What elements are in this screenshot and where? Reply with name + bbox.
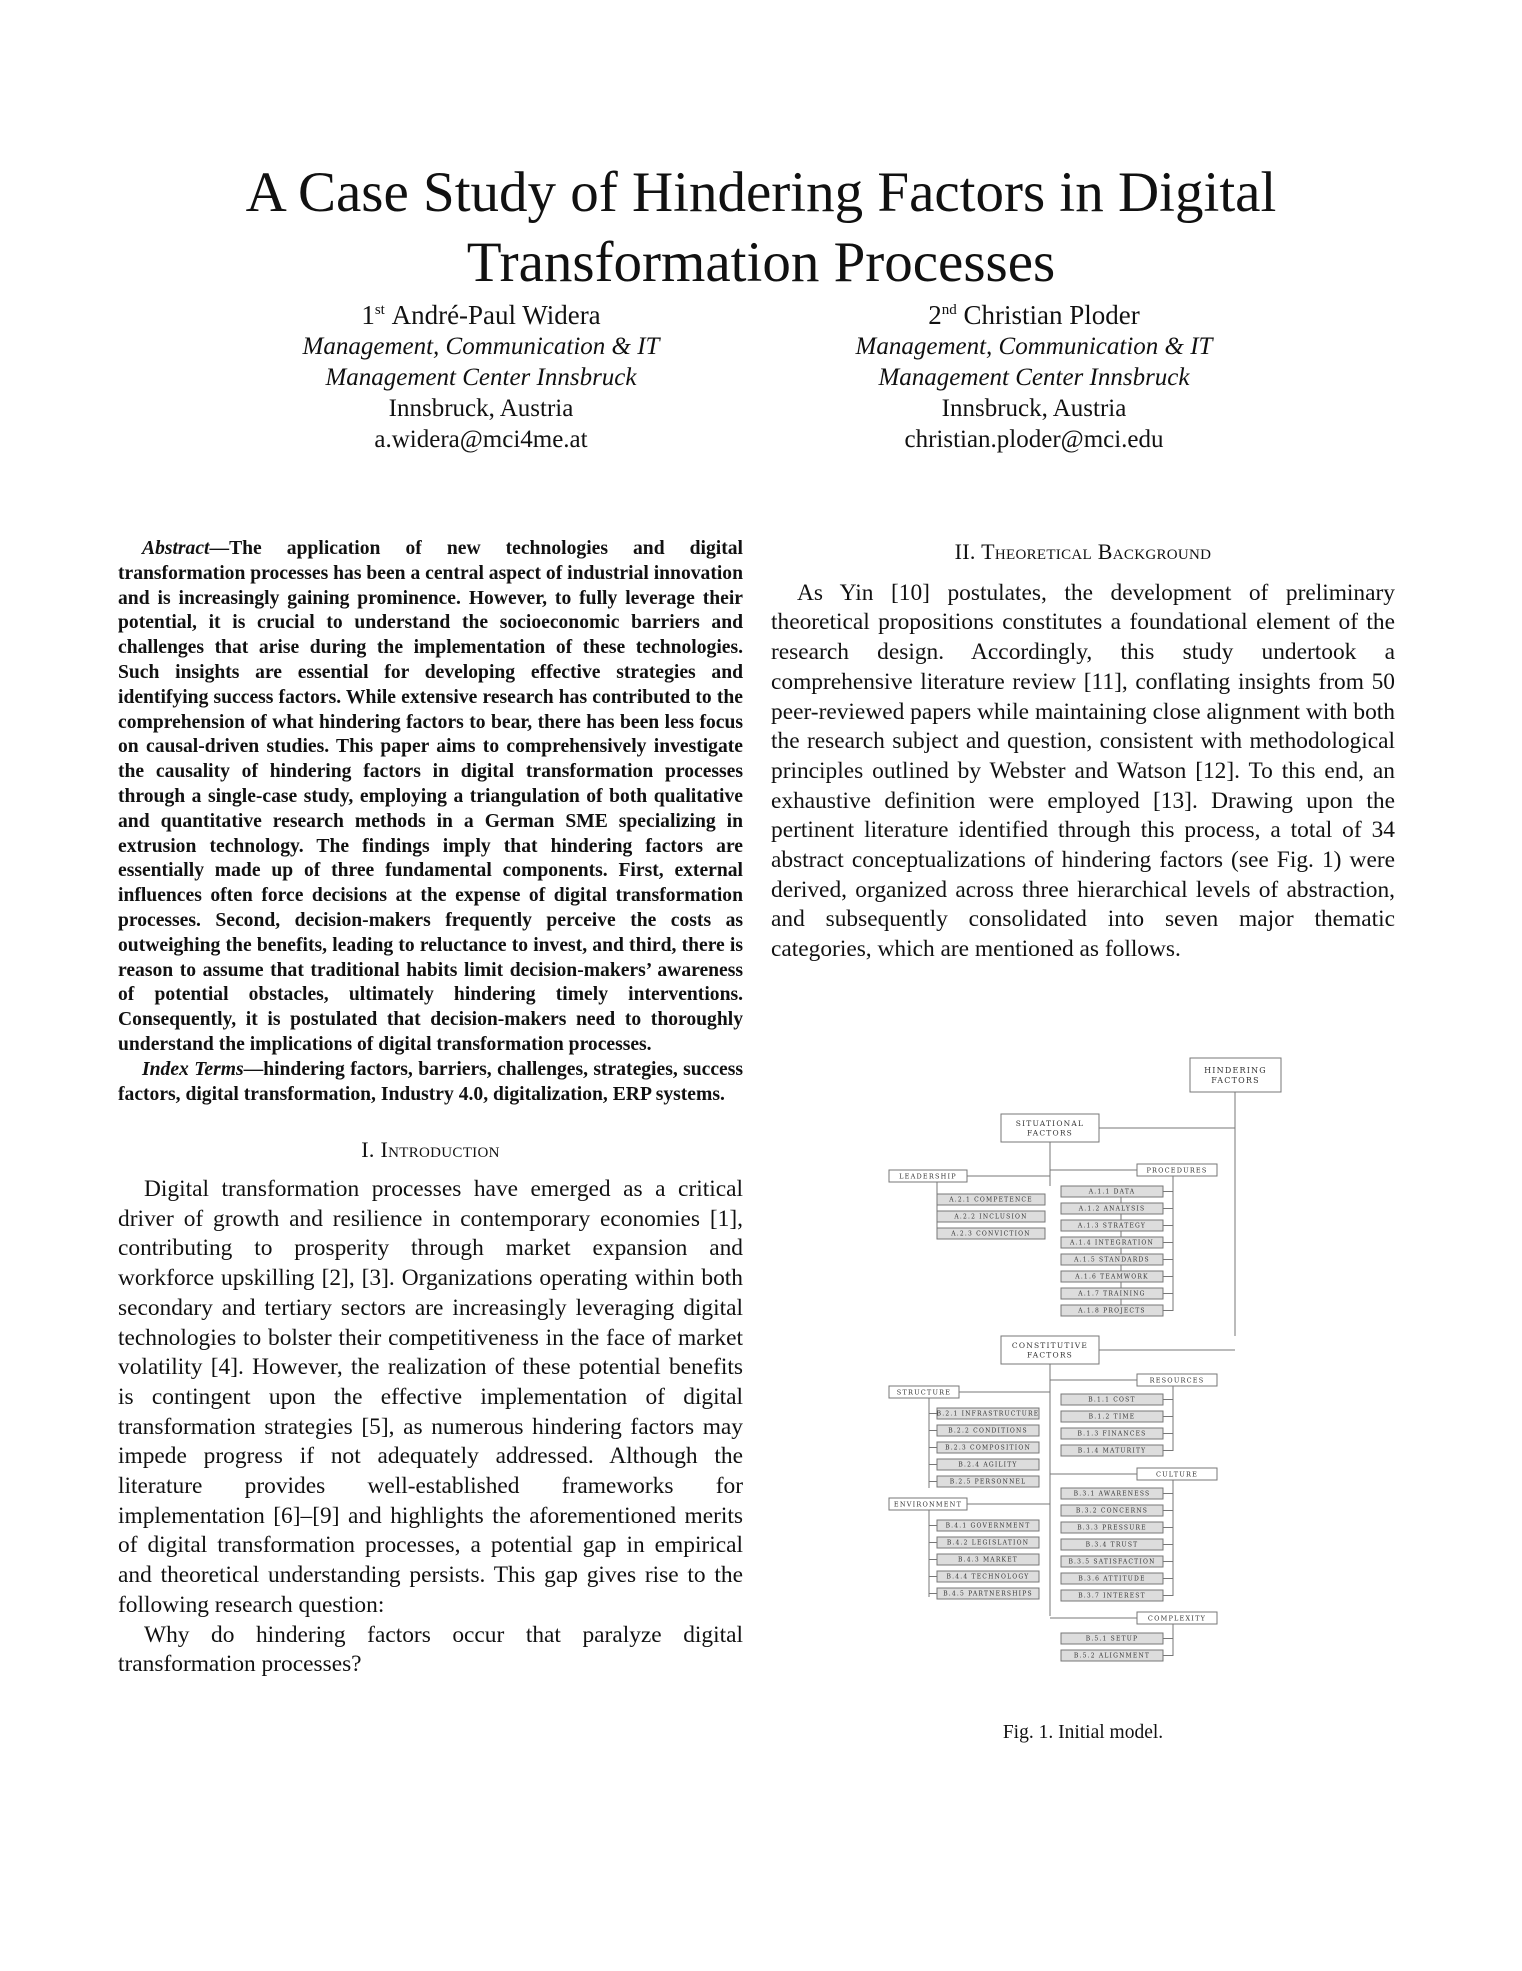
left-column — [118, 537, 743, 1680]
index-terms — [118, 1058, 743, 1108]
author-ordinal: 2 — [928, 300, 942, 330]
situational-factors-node-label: SITUATIONAL — [1015, 1118, 1085, 1128]
category-environment-label: ENVIRONMENT — [893, 1500, 963, 1509]
leaf-environment-label: B.4.3 MARKET — [957, 1556, 1019, 1564]
leaf-culture-label: B.3.1 AWARENESS — [1073, 1490, 1151, 1498]
author-city: Innsbruck, Austria — [941, 395, 1127, 422]
author-name-text: Christian Ploder — [963, 300, 1140, 330]
constitutive-factors-node-label: FACTORS — [1026, 1350, 1074, 1360]
abstract-text: —The application of new technologies and digital transformation processes has been a central aspect of industrial innovation and is increasingly gaining prominence. However, to fully leverage their potential, it is crucial to understand the socioeconomic barriers and challenges that arise during the implementation of these technologies. Such insights are essential for developing effective strategies and identifying success factors. While extensive research has contributed to the comprehension of what hindering factors to bear, there has been less focus on causal-driven studies. This paper aims to comprehensively investigate the causality of hindering factors in digital transformation processes through a single-case study, employing a triangulation of both qualitative and quantitative research methods in a German SME specializing in extrusion technology. The findings imply that hindering factors are essentially made up of three fundamental components. First, external influences often force decisions at the expense of digital transformation processes. Second, decision-makers frequently perceive the costs as outweighing the benefits, leading to reluctance to invest, and third, there is reason to assume that traditional habits limit decision-makers’ awareness of potential obstacles, ultimately hindering timely interventions. Consequently, it is postulated that decision-makers need to thoroughly understand the implications of digital transformation processes. — [118, 538, 744, 1055]
leaf-environment-label: B.4.1 GOVERNMENT — [945, 1522, 1031, 1530]
author-name — [221, 295, 741, 331]
leaf-culture-label: B.3.6 ATTITUDE — [1078, 1575, 1146, 1583]
leaf-procedures-label: A.1.7 TRAINING — [1078, 1290, 1146, 1298]
leaf-leadership-label: A.2.2 INCLUSION — [954, 1213, 1028, 1221]
index-terms-text: —hindering factors, barriers, challenges, strategies, success factors, digital transformation, Industry 4.0, digitalization, ERP systems. — [118, 1058, 743, 1105]
author-block-2 — [774, 295, 1294, 455]
leaf-culture-label: B.3.2 CONCERNS — [1075, 1507, 1149, 1515]
leaf-culture-label: B.3.7 INTEREST — [1078, 1592, 1146, 1600]
leaf-environment-label: B.4.4 TECHNOLOGY — [946, 1573, 1030, 1581]
category-procedures-label: PROCEDURES — [1146, 1166, 1208, 1175]
category-culture-label: CULTURE — [1155, 1470, 1199, 1479]
paper-title: A Case Study of Hindering Factors in Digital Transformation Processes — [245, 161, 1277, 295]
leaf-procedures-label: A.1.5 STANDARDS — [1074, 1256, 1150, 1264]
leaf-structure-label: B.2.5 PERSONNEL — [949, 1478, 1027, 1486]
right-column — [771, 537, 1395, 965]
leaf-structure-label: B.2.1 INFRASTRUCTURE — [936, 1410, 1040, 1418]
leaf-complexity-label: B.5.1 SETUP — [1085, 1635, 1139, 1643]
author-name-text: André-Paul Widera — [391, 300, 601, 330]
leaf-leadership-label: A.2.3 CONVICTION — [951, 1230, 1031, 1238]
leaf-structure-label: B.2.3 COMPOSITION — [945, 1444, 1031, 1452]
leaf-complexity-label: B.5.2 ALIGNMENT — [1073, 1652, 1151, 1660]
situational-factors-node-label: FACTORS — [1026, 1128, 1074, 1138]
category-structure-label: STRUCTURE — [896, 1388, 952, 1397]
leaf-procedures-label: A.1.6 TEAMWORK — [1075, 1273, 1149, 1281]
leaf-procedures-label: A.1.8 PROJECTS — [1078, 1307, 1146, 1315]
leaf-resources-label: B.1.4 MATURITY — [1077, 1447, 1147, 1455]
category-resources-label: RESOURCES — [1149, 1376, 1205, 1385]
leaf-procedures-label: A.1.3 STRATEGY — [1077, 1222, 1147, 1230]
section-heading-background: II. Theoretical Background — [954, 539, 1212, 564]
research-question: Why do hindering factors occur that paralyze digital transformation processes? — [118, 1621, 743, 1678]
author-city: Innsbruck, Austria — [388, 395, 574, 422]
author-email: christian.ploder@mci.edu — [904, 426, 1164, 453]
abstract-label: Abstract — [142, 538, 210, 559]
leaf-procedures-label: A.1.2 ANALYSIS — [1078, 1205, 1146, 1213]
author-department: Management, Communication & IT — [302, 333, 660, 360]
leaf-structure-label: B.2.4 AGILITY — [958, 1461, 1018, 1469]
author-organization: Management Center Innsbruck — [878, 364, 1190, 391]
leaf-resources-label: B.1.3 FINANCES — [1077, 1430, 1147, 1438]
constitutive-factors-node-label: CONSTITUTIVE — [1011, 1340, 1089, 1350]
category-leadership-label: LEADERSHIP — [899, 1172, 957, 1181]
author-ordinal-suffix: st — [374, 302, 385, 318]
index-terms-label: Index Terms — [142, 1058, 244, 1080]
hindering-factors-node-label: HINDERING — [1204, 1065, 1267, 1075]
leaf-resources-label: B.1.2 TIME — [1088, 1413, 1136, 1421]
author-organization: Management Center Innsbruck — [325, 364, 637, 391]
leaf-resources-label: B.1.1 COST — [1088, 1396, 1136, 1404]
leaf-culture-label: B.3.5 SATISFACTION — [1068, 1558, 1156, 1566]
leaf-environment-label: B.4.2 LEGISLATION — [946, 1539, 1030, 1547]
figure-caption: Fig. 1. Initial model. — [1002, 1722, 1164, 1743]
leaf-structure-label: B.2.2 CONDITIONS — [948, 1427, 1028, 1435]
abstract — [118, 537, 743, 1058]
author-email: a.widera@mci4me.at — [374, 426, 588, 453]
leaf-leadership-label: A.2.1 COMPETENCE — [949, 1196, 1033, 1204]
author-department: Management, Communication & IT — [855, 333, 1213, 360]
section-heading-introduction: I. Introduction — [361, 1137, 500, 1163]
author-block-1 — [221, 295, 741, 455]
leaf-procedures-label: A.1.4 INTEGRATION — [1070, 1239, 1154, 1247]
initial-model-figure — [883, 1056, 1293, 1681]
background-paragraph: As Yin [10] postulates, the development of preliminary theoretical propositions constitutes a foundational element of the research design. Accordingly, this study undertook a comprehensive literature review [11], conflating insights from 50 peer-reviewed papers while maintaining close alignment with both the research subject and question, consistent with methodological principles outlined by Webster and Watson [12]. To this end, an exhaustive definition were employed [13]. Drawing upon the pertinent literature identified through this process, a total of 34 abstract conceptualizations of hindering factors (see Fig. 1) were derived, organized across three hierarchical levels of abstraction, and subsequently consolidated into seven major thematic categories, which are mentioned as follows. — [771, 579, 1395, 963]
introduction-paragraph: Digital transformation processes have emerged as a critical driver of growth and resilience in contemporary economies [1], contributing to prosperity through market expansion and workforce upskilling [2], [3]. Organizations operating within both secondary and tertiary sectors are increasingly leveraging digital technologies to bolster their competitiveness in the face of market volatility [4]. However, the realization of these potential benefits is contingent upon the effective implementation of digital transformation strategies [5], as numerous hindering factors may impede progress if not adequately addressed. Although the literature provides well-established frameworks for implementation [6]–[9] and highlights the aforementioned merits of digital transformation processes, a potential gap in empirical and theoretical understanding persists. This gap gives rise to the following research question: — [118, 1176, 743, 1618]
author-name — [774, 295, 1294, 331]
author-ordinal: 1 — [361, 300, 375, 330]
leaf-procedures-label: A.1.1 DATA — [1088, 1188, 1136, 1196]
leaf-environment-label: B.4.5 PARTNERSHIPS — [943, 1590, 1033, 1598]
leaf-culture-label: B.3.4 TRUST — [1085, 1541, 1139, 1549]
author-ordinal-suffix: nd — [941, 302, 957, 318]
category-complexity-label: COMPLEXITY — [1147, 1614, 1207, 1623]
hindering-factors-node-label: FACTORS — [1211, 1075, 1260, 1085]
leaf-culture-label: B.3.3 PRESSURE — [1077, 1524, 1147, 1532]
